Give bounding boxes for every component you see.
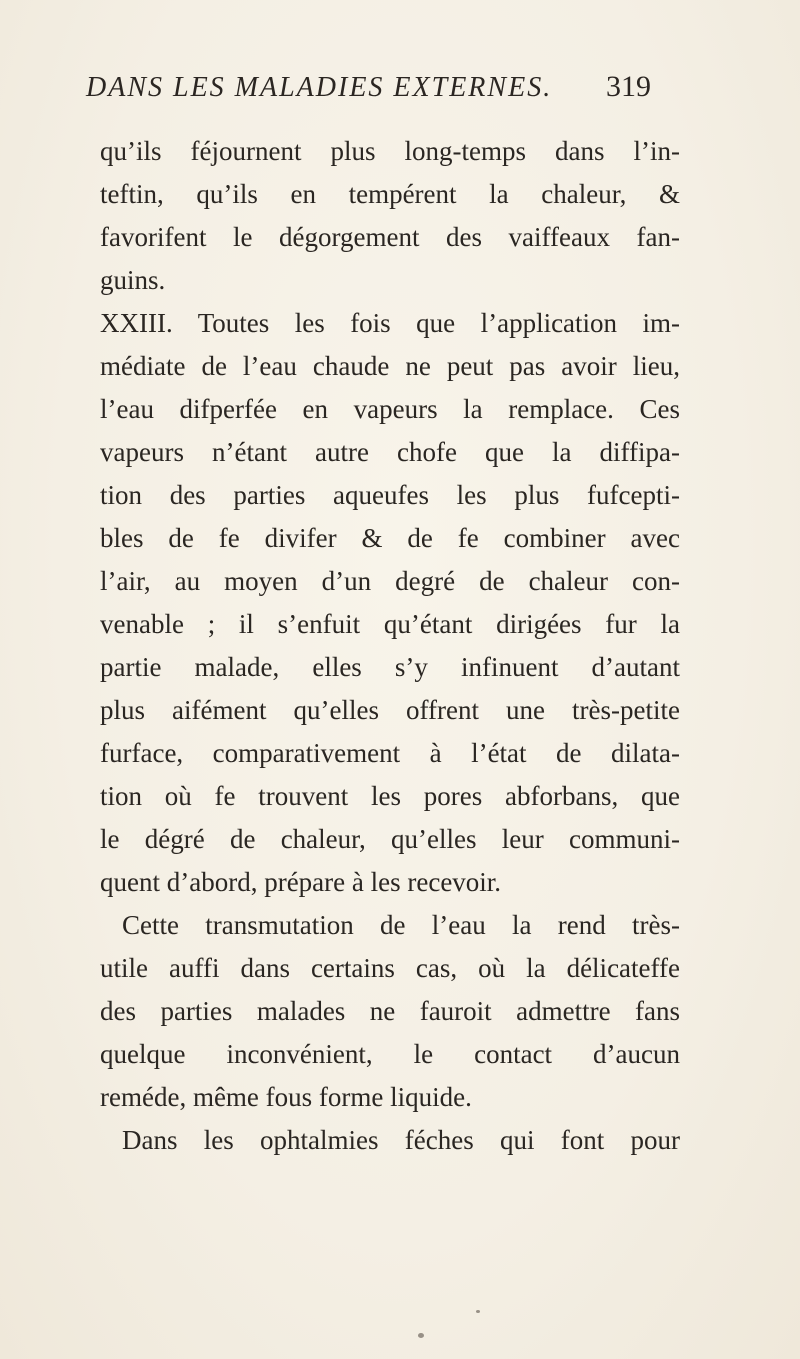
paper-speck: [476, 1310, 480, 1313]
paragraph-start-line: Cette transmutation de l’eau la rend très-: [122, 910, 680, 940]
body-text: [100, 130, 680, 1162]
text-line: médiate de l’eau chaude ne peut pas avoir lieu,: [100, 351, 680, 381]
text-line: des parties malades ne fauroit admettre fans: [100, 996, 680, 1026]
text-line: utile auffi dans certains cas, où la délicateffe: [100, 953, 680, 983]
running-title: DANS LES MALADIES EXTERNES.: [86, 72, 553, 103]
text-line: l’air, au moyen d’un degré de chaleur con-: [100, 566, 680, 596]
text-line: quent d’abord, prépare à les recevoir.: [100, 867, 502, 897]
text-line: qu’ils féjournent plus long-temps dans l’in-: [100, 136, 680, 166]
text-line: plus aifément qu’elles offrent une très-petite: [100, 695, 680, 725]
section-start-line: XXIII. Toutes les fois que l’application im-: [100, 308, 680, 338]
text-line: reméde, même fous forme liquide.: [100, 1082, 472, 1112]
text-line: tion des parties aqueufes les plus fufcepti-: [100, 480, 680, 510]
text-line: vapeurs n’étant autre chofe que la diffipa-: [100, 437, 680, 467]
text-line: venable ; il s’enfuit qu’étant dirigées fur la: [100, 609, 680, 639]
text-line: furface, comparativement à l’état de dilata-: [100, 738, 680, 768]
text-line: le dégré de chaleur, qu’elles leur communi-: [100, 824, 680, 854]
text-line: favorifent le dégorgement des vaiffeaux fan-: [100, 222, 680, 252]
text-line: teftin, qu’ils en tempérent la chaleur, &: [100, 179, 680, 209]
text-line: guins.: [100, 265, 166, 295]
text-line: l’eau difperfée en vapeurs la remplace. Ces: [100, 394, 680, 424]
text-line: partie malade, elles s’y infinuent d’autant: [100, 652, 680, 682]
text-line: quelque inconvénient, le contact d’aucun: [100, 1039, 680, 1069]
text-line: tion où fe trouvent les pores abforbans, que: [100, 781, 680, 811]
page-number: 319: [606, 70, 651, 103]
paragraph-start-line: Dans les ophtalmies féches qui font pour: [122, 1125, 680, 1155]
text-line: bles de fe divifer & de fe combiner avec: [100, 523, 680, 553]
running-head: [0, 70, 800, 110]
paper-speck: [418, 1333, 424, 1338]
